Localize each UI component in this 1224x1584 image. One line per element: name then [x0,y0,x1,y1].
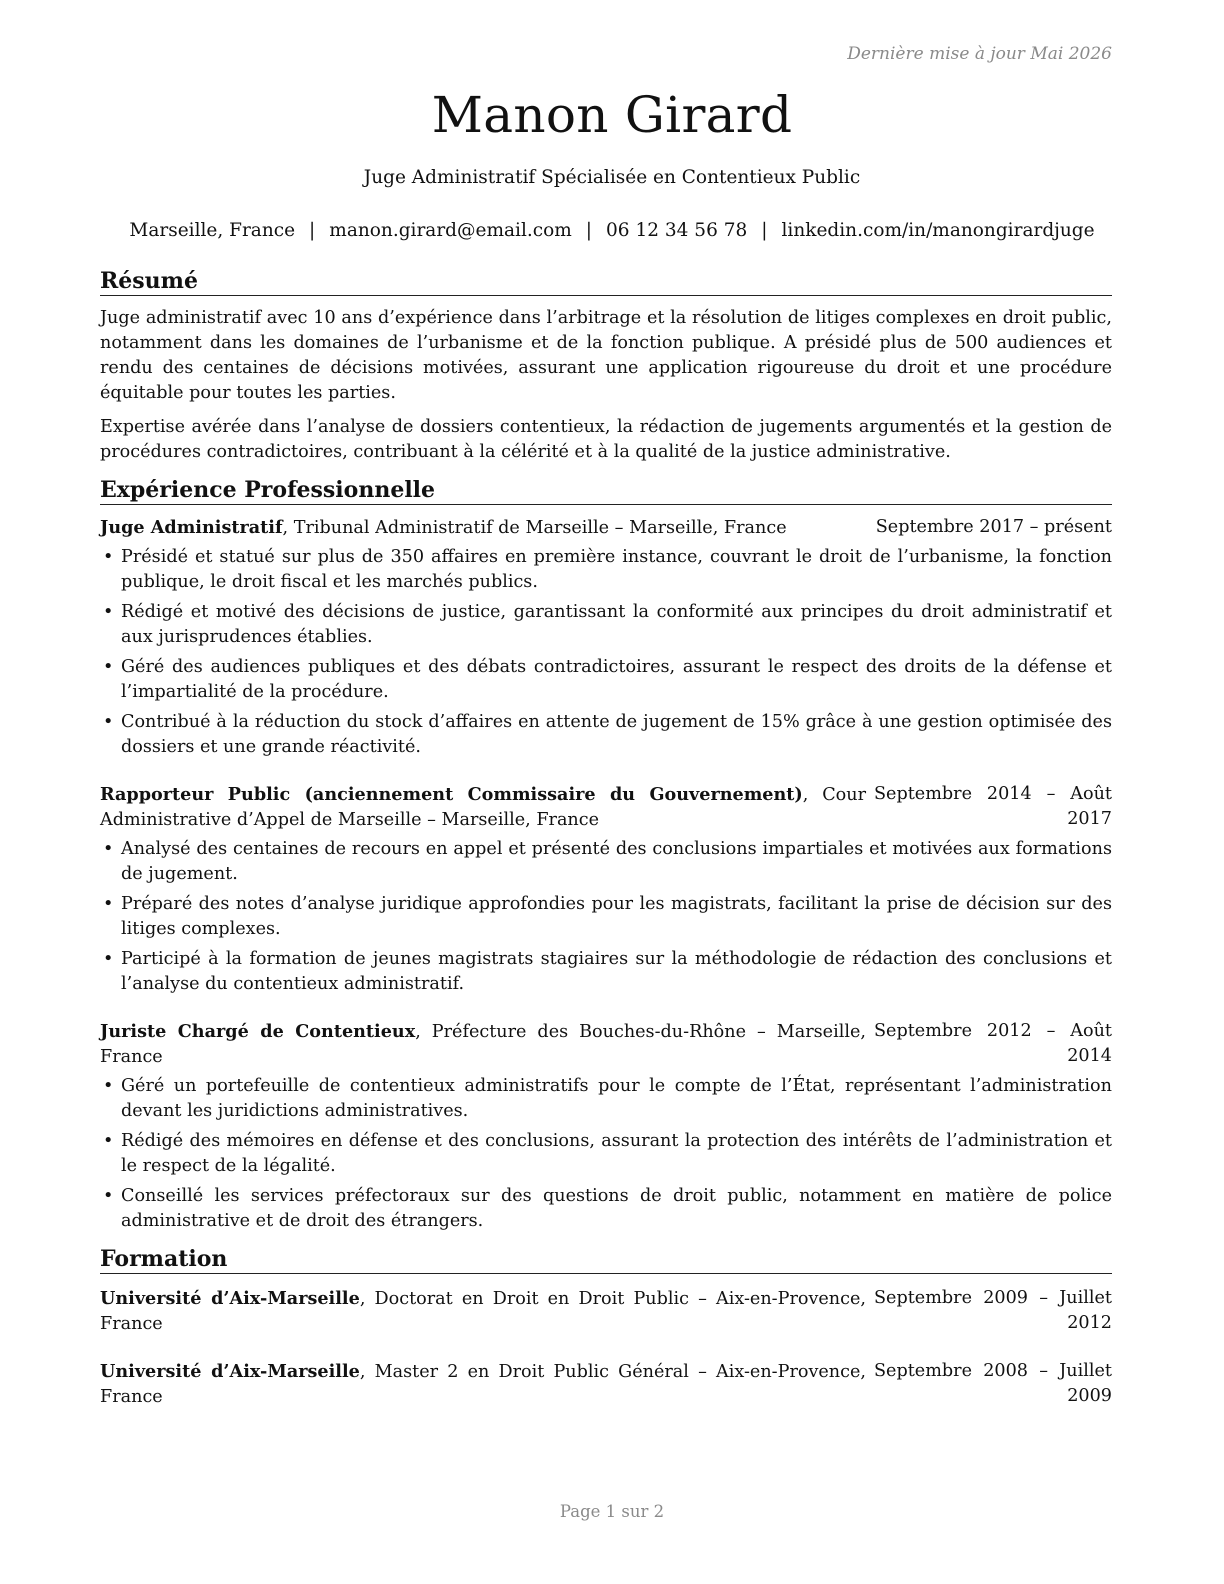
job-bullet: • Conseillé les services préfectoraux sur des questions de droit public, notamment en matière de police administrative et de droit des étrangers. [100,1184,1112,1234]
job-organization: , Tribunal Administratif de Marseille – Marseille, France [282,518,787,538]
experience-section [100,477,1112,1234]
job-organization: , Préfecture des Bouches-du-Rhône – Marseille, France [100,1022,866,1067]
last-updated: Dernière mise à jour Mai 2026 [847,44,1112,64]
job-bullet: • Préparé des notes d’analyse juridique approfondies pour les magistrats, facilitant la prise de décision sur des litiges complexes. [100,892,1112,942]
education-dates: Septembre 2008 – Juillet 2009 [874,1361,1112,1406]
contact-separator: | [585,220,593,241]
job-bullet: • Analysé des centaines de recours en appel et présenté des conclusions impartiales et motivées aux formations de jugement. [100,837,1112,887]
education-school: Université d’Aix-Marseille [100,1361,360,1382]
job-bullet: • Contribué à la réduction du stock d’affaires en attente de jugement de 15% grâce à une gestion optimisée des dossiers et une grande réactivité. [100,710,1112,760]
candidate-name: Manon Girard [431,86,793,144]
page-number: Page 1 sur 2 [559,1502,665,1521]
education-entry [100,1286,1112,1337]
section-title-summary: Résumé [100,268,1112,296]
job-bullets [100,1074,1112,1234]
education-dates: Septembre 2009 – Juillet 2012 [874,1288,1112,1333]
summary-paragraph: Juge administratif avec 10 ans d’expérience dans l’arbitrage et la résolution de litiges complexes en droit public, notamment dans les domaines de l’urbanisme et de la fonction publique. A présidé plus de 500 audiences et rendu des centaines de décisions motivées, assurant une application rigoureuse du droit et une procédure équitable pour toutes les parties. [100,308,1112,403]
job-bullet: • Géré des audiences publiques et des débats contradictoires, assurant le respect des droits de la défense et l’impartialité de la procédure. [100,655,1112,705]
education-header [100,1286,1112,1337]
contact-linkedin[interactable]: linkedin.com/in/manongirardjuge [781,220,1095,241]
education-degree: , Doctorat en Droit en Droit Public – Aix-en-Provence, France [100,1289,866,1334]
education-school: Université d’Aix-Marseille [100,1288,360,1309]
job-dates: Septembre 2017 – présent [875,517,1112,537]
education-section [100,1246,1112,1410]
contact-location: Marseille, France [129,220,296,241]
job-role: Rapporteur Public (anciennement Commissaire du Gouvernement) [100,784,803,805]
contact-separator: | [309,220,316,241]
summary-section [100,268,1112,465]
section-title-education: Formation [100,1246,1112,1274]
job-organization: , Cour Administrative d’Appel de Marseille – Marseille, France [100,785,866,830]
job-role: Juriste Chargé de Contentieux [100,1021,416,1042]
contact-separator: | [761,220,768,241]
resume-body [100,268,1112,1410]
job-entry [100,782,1112,997]
job-entry [100,515,1112,760]
contact-email[interactable]: manon.girard@email.com [329,220,572,241]
contact-line [0,220,1224,241]
job-header [100,782,1112,833]
job-bullet: • Rédigé et motivé des décisions de justice, garantissant la conformité aux principes du droit administratif et aux jurisprudences établies. [100,600,1112,650]
education-header [100,1359,1112,1410]
job-dates: Septembre 2014 – Août 2017 [874,784,1112,829]
education-degree: , Master 2 en Droit Public Général – Aix-en-Provence, France [100,1362,867,1407]
job-header [100,515,1112,541]
job-bullet: • Participé à la formation de jeunes magistrats stagiaires sur la méthodologie de rédaction des conclusions et l’analyse du contentieux administratif. [100,947,1112,997]
job-bullets [100,837,1112,997]
education-entry [100,1359,1112,1410]
job-dates: Septembre 2012 – Août 2014 [874,1021,1112,1066]
job-bullets [100,545,1112,760]
section-title-experience: Expérience Professionnelle [100,477,1112,505]
candidate-title: Juge Administratif Spécialisée en Contentieux Public [363,167,861,188]
job-role: Juge Administratif [100,517,283,538]
contact-phone[interactable]: 06 12 34 56 78 [606,220,748,241]
job-bullet: • Rédigé des mémoires en défense et des conclusions, assurant la protection des intérêts de l’administration et le respect de la légalité. [100,1129,1112,1179]
job-bullet: • Géré un portefeuille de contentieux administratifs pour le compte de l’État, représentant l’administration devant les juridictions administratives. [100,1074,1112,1124]
job-entry [100,1019,1112,1234]
job-bullet: • Présidé et statué sur plus de 350 affaires en première instance, couvrant le droit de l’urbanisme, la fonction publique, le droit fiscal et les marchés publics. [100,545,1112,595]
summary-paragraph: Expertise avérée dans l’analyse de dossiers contentieux, la rédaction de jugements argumentés et la gestion de procédures contradictoires, contribuant à la célérité et à la qualité de la justice administrative. [100,417,1112,462]
job-header [100,1019,1112,1070]
